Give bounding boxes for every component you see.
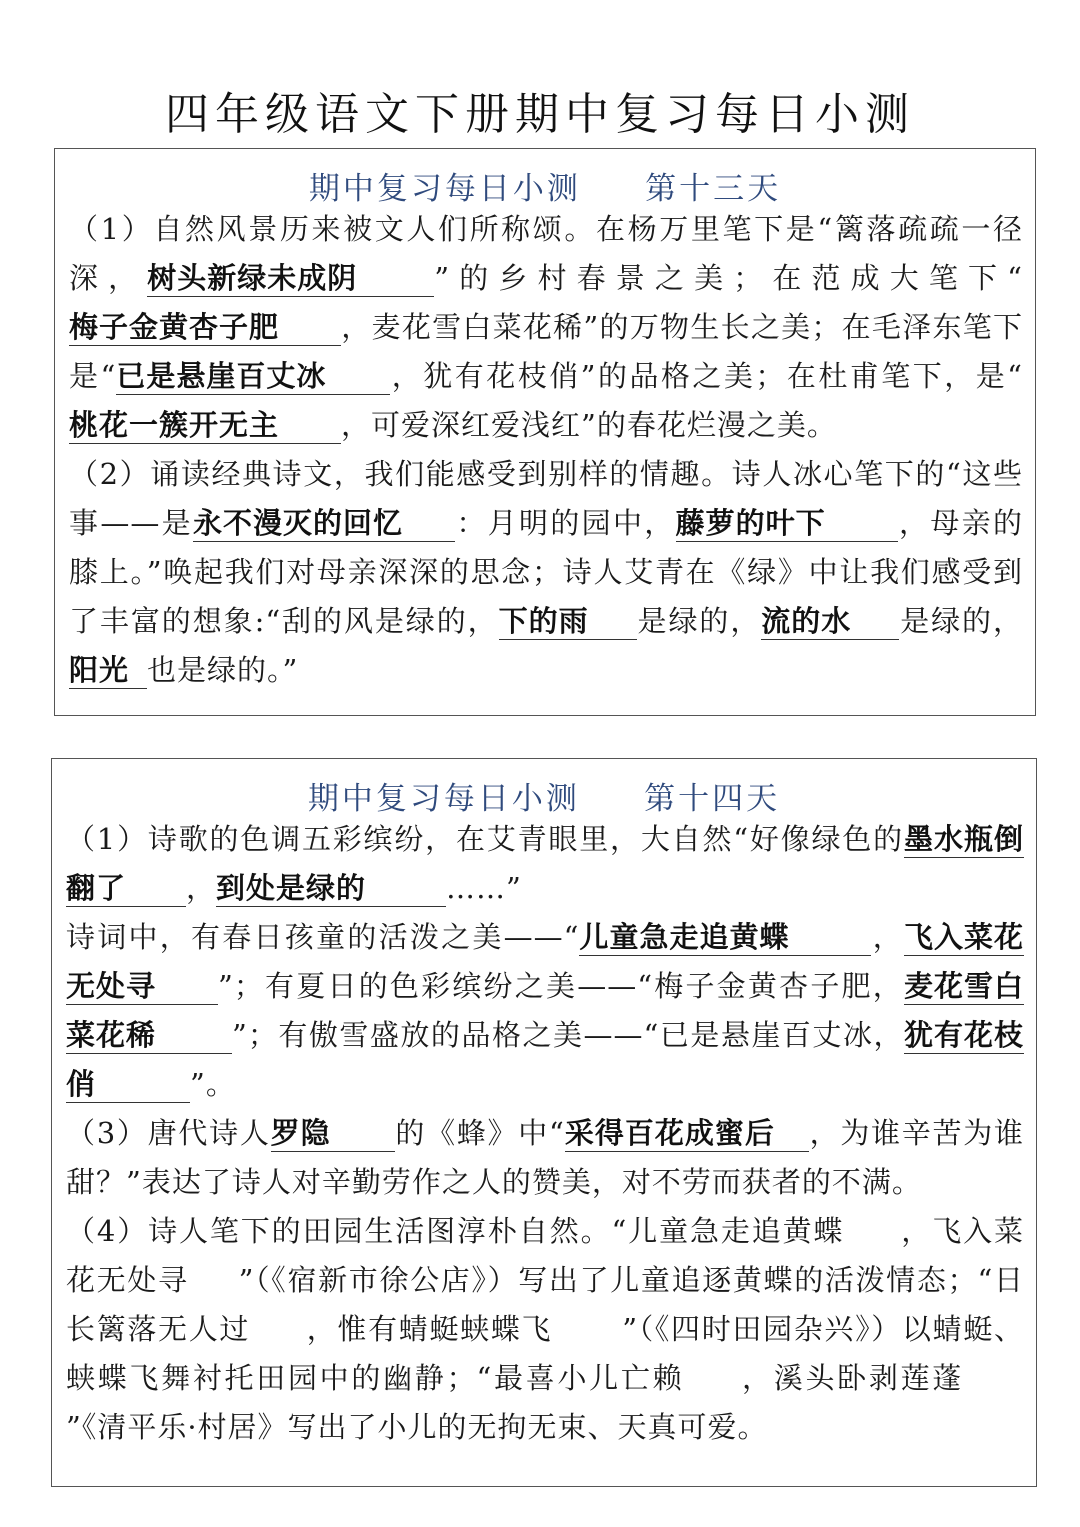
- q4-text: ，惟有蜻蜓蛱蝶飞: [306, 1312, 553, 1346]
- q2-text: ”；有傲雪盛放的品格之美——“已是悬崖百丈冰，: [232, 1018, 904, 1052]
- answer-blank[interactable]: 俏: [66, 1066, 190, 1103]
- q1-text: ，可爱深红爱浅红”的春花烂漫之美。: [341, 408, 837, 442]
- day13-title: 期中复习每日小测 第十三天: [308, 171, 782, 207]
- q2-text: ，母亲的膝上。”唤起我们对母亲深深的思念；诗人艾青在《绿》中让我们感受到了丰富的想象:“刮的风是绿的，: [69, 506, 1023, 638]
- page-title: 四年级语文下册期中复习每日小测: [165, 89, 915, 140]
- answer-blank[interactable]: 无处寻: [66, 968, 218, 1005]
- q2-text: 诗词中，有春日孩童的活泼之美——“: [66, 920, 580, 954]
- q2-text: 也是绿的。”: [147, 653, 299, 687]
- answer-blank[interactable]: 罗隐: [271, 1115, 395, 1152]
- q1-text: ……”: [446, 871, 522, 905]
- q4-text: ，飞入菜花无处寻: [66, 1214, 1024, 1297]
- q4-text: ，溪头卧剥莲蓬: [740, 1361, 964, 1395]
- q2-text: ”。: [190, 1067, 236, 1101]
- q3-text: ，为谁辛苦为谁甜？”表达了诗人对辛勤劳作之人的赞美，对不劳而获者的不满。: [66, 1116, 1025, 1199]
- quiz-box-day13: [54, 148, 1036, 716]
- answer-blank[interactable]: 梅子金黄杏子: [69, 310, 250, 344]
- quiz-box-day14: [51, 758, 1037, 1487]
- q4-text: ”（《宿新市徐公店》）写出了儿童追逐黄蝶的活泼情态；“日长篱落无人过: [66, 1263, 1024, 1346]
- q4-text: （4）诗人笔下的田园生活图淳朴自然。“儿童急走追黄蝶: [66, 1214, 845, 1248]
- answer-blank[interactable]: 儿童急走追黄蝶: [579, 919, 871, 956]
- answer-blank[interactable]: 百丈冰: [236, 358, 390, 395]
- day13-question-2: [69, 450, 1023, 695]
- day14-question-2: [66, 913, 1024, 1109]
- q1-text: ”的乡村春景之美；在范成大笔下“: [434, 261, 1023, 295]
- answer-blank[interactable]: 翻了: [66, 870, 186, 907]
- answer-blank[interactable]: 已是悬崖: [116, 359, 237, 393]
- q1-text: ，麦花雪白菜花稀”的万物生长之美；在毛泽东笔下是“: [69, 310, 1023, 393]
- q1-text: ，犹有花枝俏”的品格之美；在杜甫笔下，是“: [390, 359, 1024, 393]
- q1-text: （1）诗歌的色调五彩缤纷，在艾青眼里，大自然“好像绿色的: [66, 822, 904, 856]
- q2-text: ”；有夏日的色彩缤纷之美——“梅子金黄杏子肥，: [218, 969, 904, 1003]
- answer-blank[interactable]: 永不漫灭的回忆: [193, 505, 455, 542]
- answer-blank[interactable]: 犹有花枝: [903, 1018, 1024, 1052]
- day14-question-3: [66, 1109, 1024, 1207]
- answer-blank[interactable]: 墨水瓶倒: [903, 822, 1024, 856]
- q4-text: ”（《四时田园杂兴》）以蜻蜓、蛱蝶飞舞衬托田园中的幽静；“最喜小儿亡赖: [66, 1312, 1024, 1395]
- q2-text: （2）诵读经典诗文，我们能感受到别样的情趣。诗人冰心笔下的“这些事——是: [69, 457, 1023, 540]
- answer-blank[interactable]: 流的水: [761, 603, 899, 640]
- answer-blank[interactable]: 主: [249, 407, 341, 444]
- answer-blank[interactable]: 桃花一簇开无: [69, 408, 250, 442]
- answer-blank[interactable]: 采得百花成蜜后: [565, 1115, 809, 1152]
- day14-question-1: [66, 815, 1024, 913]
- answer-blank[interactable]: 肥: [249, 309, 341, 346]
- answer-blank[interactable]: 菜花稀: [66, 1017, 232, 1054]
- day14-title: 期中复习每日小测 第十四天: [307, 781, 781, 817]
- answer-blank[interactable]: 下的雨: [499, 603, 637, 640]
- q3-text: （3）唐代诗人: [66, 1116, 271, 1150]
- q2-text: 是绿的，: [899, 604, 1023, 638]
- answer-blank[interactable]: 藤萝的叶下: [676, 505, 898, 542]
- q3-text: 的《蜂》中“: [394, 1116, 565, 1150]
- q2-text: ，: [871, 920, 904, 954]
- day13-question-1: [69, 205, 1023, 450]
- answer-blank[interactable]: 阳光: [69, 652, 147, 689]
- q1-text: （1）自然风景历来被文人们所称颂。在杨万里笔下是“篱落疏疏一径深，: [69, 212, 1023, 295]
- q2-text: 是绿的，: [636, 604, 762, 638]
- answer-blank[interactable]: 树头新绿未成阴: [147, 260, 434, 297]
- q2-text: ：月明的园中，: [455, 506, 676, 540]
- answer-blank[interactable]: 飞入菜花: [903, 920, 1024, 954]
- q1-text: ，: [186, 871, 217, 905]
- answer-blank[interactable]: 麦花雪白: [903, 969, 1024, 1003]
- q4-text: ”《清平乐·村居》写出了小儿的无拘无束、天真可爱。: [66, 1410, 768, 1444]
- day14-question-4: [66, 1207, 1024, 1452]
- answer-blank[interactable]: 到处是绿的: [216, 870, 446, 907]
